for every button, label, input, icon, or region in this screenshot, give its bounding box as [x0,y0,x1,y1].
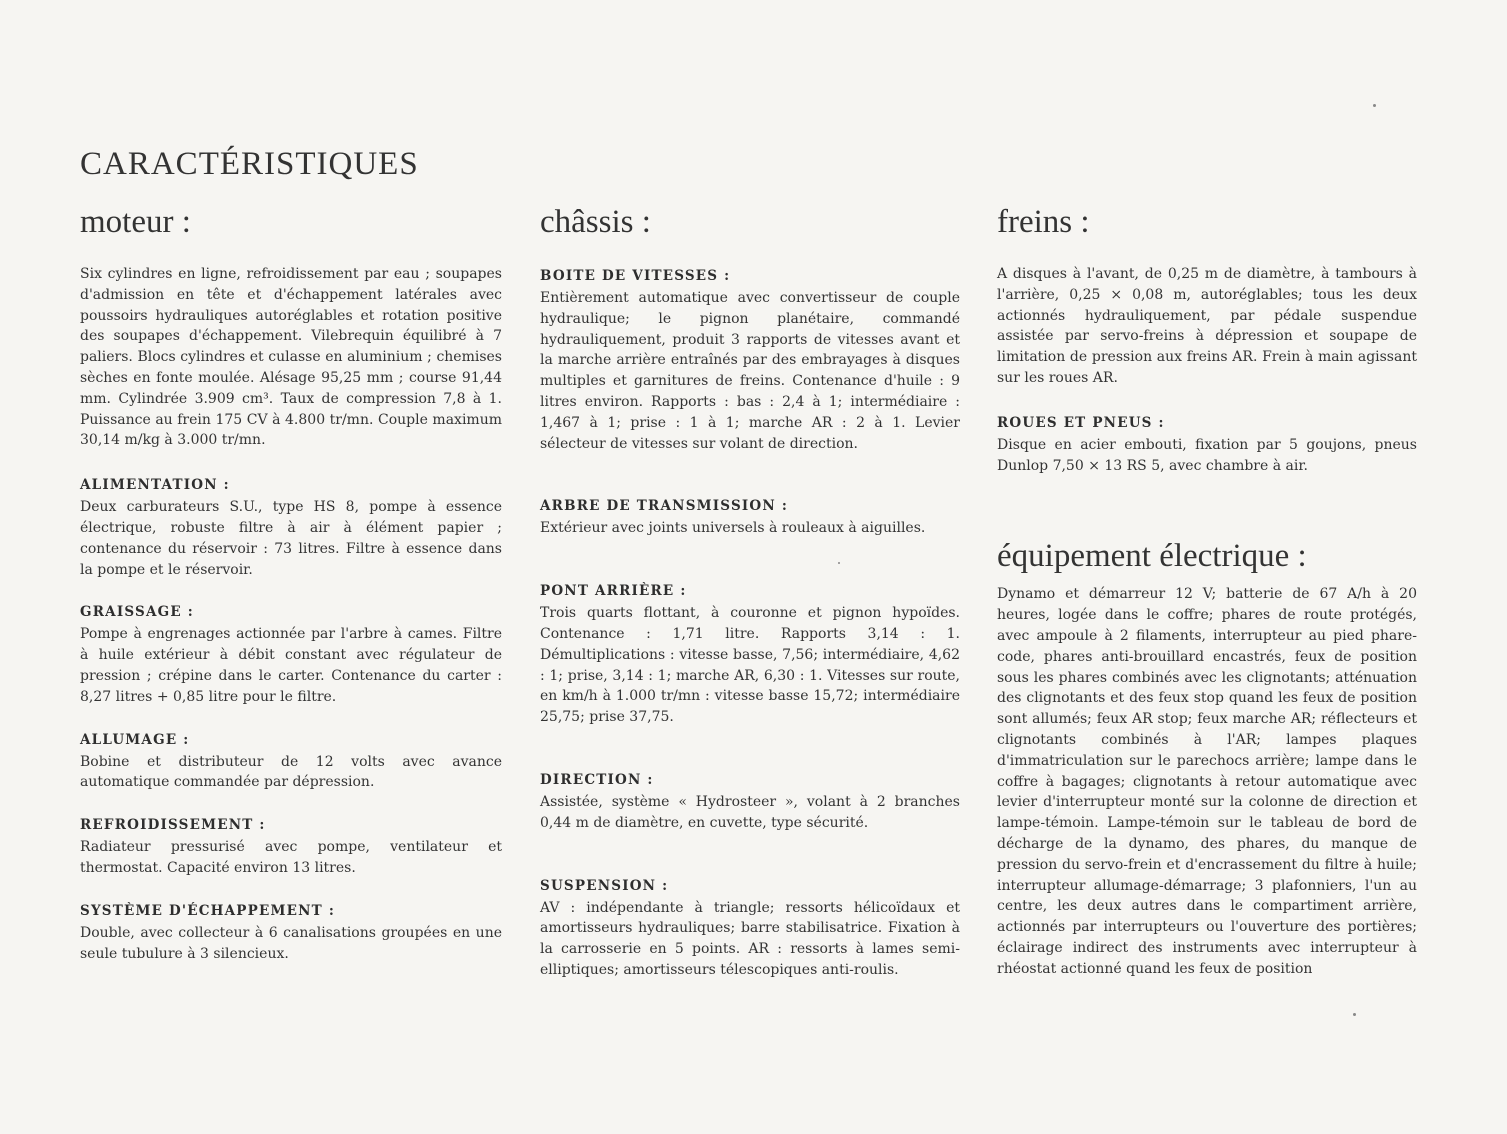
echappement-heading: SYSTÈME D'ÉCHAPPEMENT : [80,902,336,919]
boite-text: Entièrement automatique avec convertisseur de couple hydraulique; le pignon planétaire, commandé hydrauliquement, produit 3 rapports de vitesses avant et la marche arrière entraînés par des embrayages à disques multiples et garnitures de freins. Contenance d'huile : 9 litres environ. Rapports : bas : 2,4 à 1; intermédiaire : 1,467 à 1; prise : 1 à 1; marche AR : 2 à 1. Levier sélecteur de vitesses sur volant de direction. [540,290,960,452]
print-speck [1373,104,1376,107]
echappement-text: Double, avec collecteur à 6 canalisations groupées en une seule tubulure à 3 silencieux. [80,924,502,962]
direction-text: Assistée, système « Hydrosteer », volant à 2 branches 0,44 m de diamètre, en cuvette, type sécurité. [540,793,960,831]
graissage-heading: GRAISSAGE : [80,604,194,621]
arbre-text: Extérieur avec joints universels à rouleaux à aiguilles. [540,520,926,537]
direction-heading: DIRECTION : [540,771,654,788]
chassis-column [540,204,960,981]
electrique-text: Dynamo et démarreur 12 V; batterie de 67 A/h à 20 heures, logée dans le coffre; phares de route protégés, avec ampoule à 2 filaments, interrupteur au pied phare-code, phares anti-brouillard encastrés, feux de position sous les phares combinés avec les clignotants; atténuation des clignotants et des feux stop quand les feux de position sont allumés; feux AR stop; feux marche AR; réflecteurs et clignotants combinés à l'AR; lampes plaques d'immatriculation sur le parechocs arrière; lampe dans le coffre à bagages; clignotants à retour automatique avec levier d'interrupteur monté sur la colonne de direction et lampe-témoin. Lampe-témoin sur le tableau de bord de décharge de la dynamo, des phares, du manque de pression du servo-frein et d'encrassement du filtre à huile; interrupteur allumage-démarrage; 3 plafonniers, l'un au centre, les deux autres dans le compartiment arrière, actionnés par interrupteurs ou l'ouverture des portières; éclairage indirect des instruments avec interrupteur à rhéostat actionné quand les feux de position [997,586,1417,977]
roues-heading: ROUES ET PNEUS : [997,414,1165,431]
arbre-heading: ARBRE DE TRANSMISSION : [540,498,788,515]
print-speck [838,562,840,564]
alimentation-heading: ALIMENTATION : [80,477,230,494]
moteur-intro: Six cylindres en ligne, refroidissement par eau ; soupapes d'admission en tête et d'échappement latérales avec poussoirs hydrauliques autoréglables et rotation positive des soupapes d'échappement. Vilebrequin équilibré à 7 paliers. Blocs cylindres et culasse en aluminium ; chemises sèches en fonte moulée. Alésage 95,25 mm ; course 91,44 mm. Cylindrée 3.909 cm³. Taux de compression 7,8 à 1. Puissance au frein 175 CV à 4.800 tr/mn. Couple maximum 30,14 m/kg à 3.000 tr/mn. [80,266,502,449]
allumage-heading: ALLUMAGE : [80,731,190,748]
freins-text: A disques à l'avant, de 0,25 m de diamètre, à tambours à l'arrière, 0,25 × 0,08 m, autoréglables; tous les deux actionnés hydrauliquement, par pédale suspendue assistée par servo-freins à dépression et soupape de limitation de pression aux freins AR. Frein à main agissant sur les roues AR. [997,266,1417,386]
moteur-heading: moteur : [80,204,191,240]
chassis-heading: châssis : [540,204,651,240]
pont-heading: PONT ARRIÈRE : [540,583,687,600]
page-title: CARACTÉRISTIQUES [80,146,419,182]
suspension-text: AV : indépendante à triangle; ressorts hélicoïdaux et amortisseurs hydrauliques; barre stabilisatrice. Fixation à la carrosserie en 5 points. AR : ressorts à lames semi-elliptiques; amortisseurs télescopiques anti-roulis. [540,899,960,978]
print-speck [1353,1013,1356,1016]
freins-column [997,204,1417,980]
refroidissement-text: Radiateur pressurisé avec pompe, ventilateur et thermostat. Capacité environ 13 litres. [80,839,502,876]
refroidissement-heading: REFROIDISSEMENT : [80,817,266,834]
roues-text: Disque en acier embouti, fixation par 5 goujons, pneus Dunlop 7,50 × 13 RS 5, avec chambre à air. [997,436,1417,474]
graissage-text: Pompe à engrenages actionnée par l'arbre à cames. Filtre à huile extérieur à débit constant avec régulateur de pression ; crépine dans le carter. Contenance du carter : 8,27 litres + 0,85 litre pour le filtre. [80,626,502,705]
pont-text: Trois quarts flottant, à couronne et pignon hypoïdes. Contenance : 1,71 litre. Rapports 3,14 : 1. Démultiplications : vitesse basse, 7,56; intermédiaire, 4,62 : 1; prise, 3,14 : 1; marche AR, 6,30 : 1. Vitesses sur route, en km/h à 1.000 tr/mn : vitesse basse 15,72; intermédiaire 25,75; prise 37,75. [540,605,960,726]
allumage-text: Bobine et distributeur de 12 volts avec avance automatique commandée par dépression. [80,753,502,791]
moteur-column [80,204,502,964]
suspension-heading: SUSPENSION : [540,877,669,894]
alimentation-text: Deux carburateurs S.U., type HS 8, pompe à essence électrique, robuste filtre à air à élément papier ; contenance du réservoir : 73 litres. Filtre à essence dans la pompe et le réservoir. [80,499,502,578]
electrique-heading: équipement électrique : [997,538,1307,575]
boite-heading: BOITE DE VITESSES : [540,268,731,284]
freins-heading: freins : [997,204,1090,240]
